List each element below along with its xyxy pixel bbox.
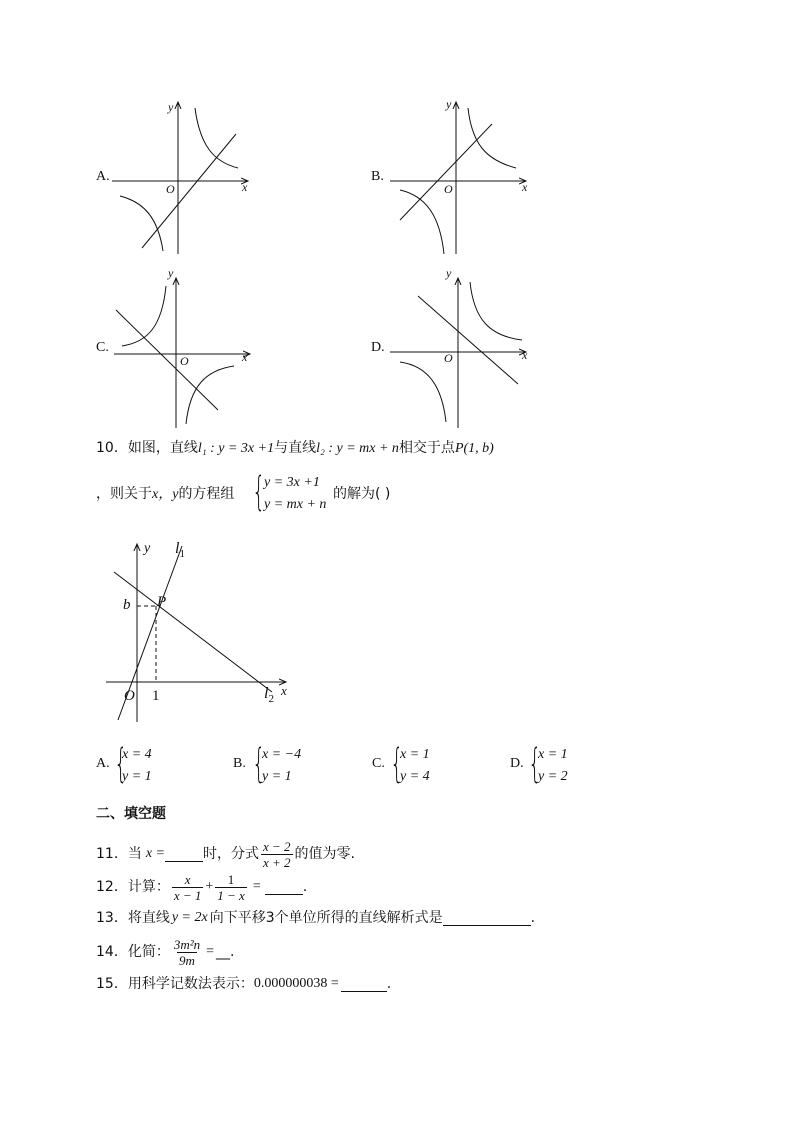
q10-mid: 与直线	[274, 440, 317, 456]
q12-blank[interactable]	[265, 880, 303, 895]
q13: 13．将直线 y = 2x 向下平移3个单位所得的直线解析式是 .	[96, 910, 536, 926]
q10-line2-mid: 的方程组	[178, 486, 235, 502]
q11-blank[interactable]	[165, 847, 203, 862]
fig-one-label: 1	[152, 688, 160, 704]
answer-b-system: x = −4 y = 1	[262, 747, 302, 784]
system-eq-1: y = 3x +1	[264, 475, 320, 490]
answer-a-brace: {	[114, 741, 128, 787]
q10-line1	[96, 438, 494, 459]
option-c-label: C.	[96, 340, 109, 355]
x-axis-label: x	[522, 180, 528, 194]
q10-system	[264, 472, 326, 516]
section-heading: 二、填空题	[96, 806, 166, 822]
option-a-label: A.	[96, 169, 110, 184]
system-brace: {	[252, 469, 266, 515]
fig-y-label: y	[144, 541, 151, 556]
answer-d-letter: D.	[510, 756, 524, 771]
hyperbola-branch-q1	[195, 108, 238, 168]
q12: 12．计算： $\frac{x}{x - 1}$ + $\frac{1}{1 - x}$ = .	[96, 871, 308, 903]
q10-prefix: 10．如图，直线	[96, 440, 198, 456]
q15-blank[interactable]	[341, 977, 387, 992]
x-axis-label: x	[242, 180, 248, 194]
hyperbola-branch-q1	[470, 282, 522, 340]
option-b-label: B.	[371, 169, 384, 184]
q10-line2-suffix: 的解为( )	[333, 486, 391, 502]
hyperbola-branch-q3	[400, 362, 446, 422]
x-axis-label: x	[522, 348, 528, 362]
answer-d-brace: {	[528, 741, 542, 787]
fig-origin-label: O	[124, 688, 135, 704]
line	[418, 296, 518, 384]
q14-fraction: $\frac{\text{3m²n}}{9m}$	[173, 936, 201, 968]
y-axis-label: y	[168, 266, 174, 280]
system-eq-2: y = mx + n	[264, 497, 327, 512]
q13-blank[interactable]	[443, 911, 531, 926]
q10-l1-equation: l₁ : y = 3x +1	[197, 441, 275, 456]
answer-c-letter: C.	[372, 756, 385, 771]
q12-fraction-1: $\frac{x}{x - 1}$	[173, 871, 202, 903]
answer-c-brace: {	[390, 741, 404, 787]
q10-line2-prefix: ，则关于	[96, 486, 152, 502]
q10-suffix: 相交于点	[398, 440, 455, 456]
q15: 15．用科学记数法表示： 0.000000038 = .	[96, 976, 392, 992]
y-axis-label: y	[168, 100, 174, 114]
fig-l2-label: $l_2$	[264, 685, 274, 706]
origin-label: O	[166, 182, 175, 196]
answer-a-system: x = 4 y = 1	[122, 747, 152, 784]
fig-b-label: b	[123, 597, 131, 613]
graph-option-d	[386, 270, 536, 430]
fig-l1-label: $l_1$	[175, 540, 185, 561]
q10-point: P(1, b)	[454, 441, 494, 456]
answer-b-brace: {	[252, 741, 266, 787]
fig-x-label: x	[281, 683, 287, 698]
answer-d-system: x = 1 y = 2	[538, 747, 568, 784]
graph-option-a	[108, 96, 258, 256]
graph-option-c	[110, 270, 260, 430]
q11: 11．当 x = 时，分式 $\frac{x - 2}{x + 2}$ 的值为零.	[96, 838, 355, 870]
q14: 14．化简： $\frac{\text{3m²n}}{9m}$ = __.	[96, 936, 235, 968]
q11-fraction: $\frac{x - 2}{x + 2}$	[263, 838, 291, 870]
q12-fraction-2: $\frac{1}{1 - x}$	[217, 871, 245, 903]
graph-option-b	[386, 96, 536, 256]
origin-label: O	[444, 351, 453, 365]
y-axis-label: y	[446, 97, 452, 111]
hyperbola-branch-q3	[400, 190, 444, 254]
line	[116, 310, 218, 410]
hyperbola-branch-q4	[186, 366, 234, 424]
line	[400, 124, 492, 220]
line-l2	[114, 572, 272, 692]
q14-blank[interactable]: __.	[216, 944, 235, 960]
answer-c-system: x = 1 y = 4	[400, 747, 430, 784]
fig-p-label: P	[157, 594, 167, 610]
q10-vars: x，y	[152, 487, 179, 502]
hyperbola-branch-q1	[468, 108, 516, 168]
answer-b-letter: B.	[233, 756, 246, 771]
hyperbola-branch-q3	[120, 196, 163, 251]
line	[142, 134, 236, 248]
y-axis-label: y	[446, 266, 452, 280]
option-d-label: D.	[371, 340, 385, 355]
x-axis-label: x	[242, 350, 248, 364]
origin-label: O	[180, 354, 189, 368]
origin-label: O	[444, 182, 453, 196]
q10-line2-start	[96, 484, 234, 505]
answer-a-letter: A.	[96, 756, 110, 771]
q10-l2-equation: l₂ : y = mx + n	[316, 441, 399, 456]
